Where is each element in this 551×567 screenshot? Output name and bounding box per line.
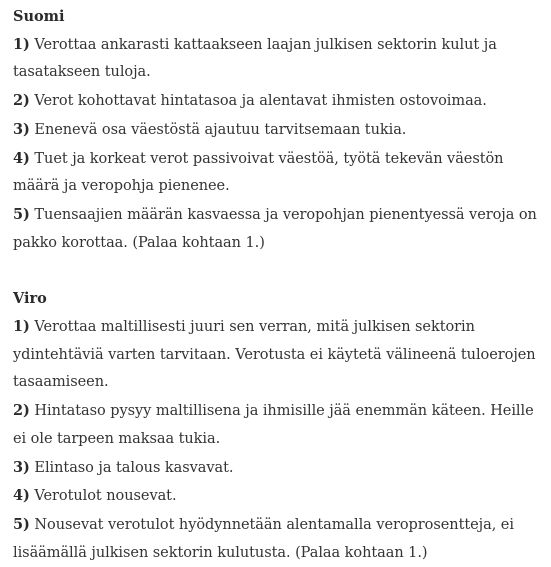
section-viro [13, 285, 543, 567]
item-text: Nousevat verotulot hyödynnetään alentamalla veroprosentteja, ei lisäämällä julkisen sektorin kulutusta. (Palaa kohtaan 1.) [13, 516, 514, 561]
list-item [13, 201, 543, 257]
item-number: 1) [13, 35, 30, 53]
item-text: Elintaso ja talous kasvavat. [29, 459, 234, 476]
item-number: 2) [13, 92, 30, 110]
list-item [13, 511, 543, 567]
item-text: Enenevä osa väestöstä ajautuu tarvitsemaan tukia. [29, 121, 407, 138]
list-item [13, 454, 543, 483]
section-suomi [13, 3, 543, 257]
section-heading: Viro [13, 290, 47, 308]
item-number: 2) [13, 402, 30, 420]
section-heading: Suomi [13, 8, 65, 25]
item-text: Hintataso pysyy maltillisena ja ihmisille jää enemmän käteen. Heille ei ole tarpeen maksaa tukia. [13, 403, 534, 447]
list-item [13, 482, 543, 511]
item-number: 5) [13, 205, 30, 223]
list-item [13, 87, 543, 116]
item-number: 3) [13, 458, 30, 476]
item-text: Tuensaajien määrän kasvaessa ja veropohjan pienentyessä veroja on pakko korottaa. (Palaa kohtaan 1.) [13, 206, 537, 251]
list-item [13, 31, 543, 87]
list-item [13, 397, 543, 453]
item-text: Verottaa maltillisesti juuri sen verran, mitä julkisen sektorin ydintehtäviä varten tarvitaan. Verotusta ei käytetä välineenä tuloerojen tasaamiseen. [13, 319, 536, 391]
item-text: Verot kohottavat hintatasoa ja alentavat ihmisten ostovoimaa. [29, 93, 487, 110]
item-text: Tuet ja korkeat verot passivoivat väestöä, työtä tekevän väestön määrä ja veropohja pienenee. [13, 150, 504, 195]
item-number: 4) [13, 487, 30, 505]
item-number: 5) [13, 515, 30, 533]
item-text: Verotulot nousevat. [29, 488, 177, 505]
item-text: Verottaa ankarasti kattaakseen laajan julkisen sektorin kulut ja tasatakseen tuloja. [13, 36, 497, 81]
item-number: 1) [13, 318, 30, 336]
list-item [13, 116, 543, 145]
list-item [13, 313, 543, 397]
item-number: 3) [13, 120, 30, 138]
item-number: 4) [13, 149, 30, 167]
list-item [13, 145, 543, 201]
